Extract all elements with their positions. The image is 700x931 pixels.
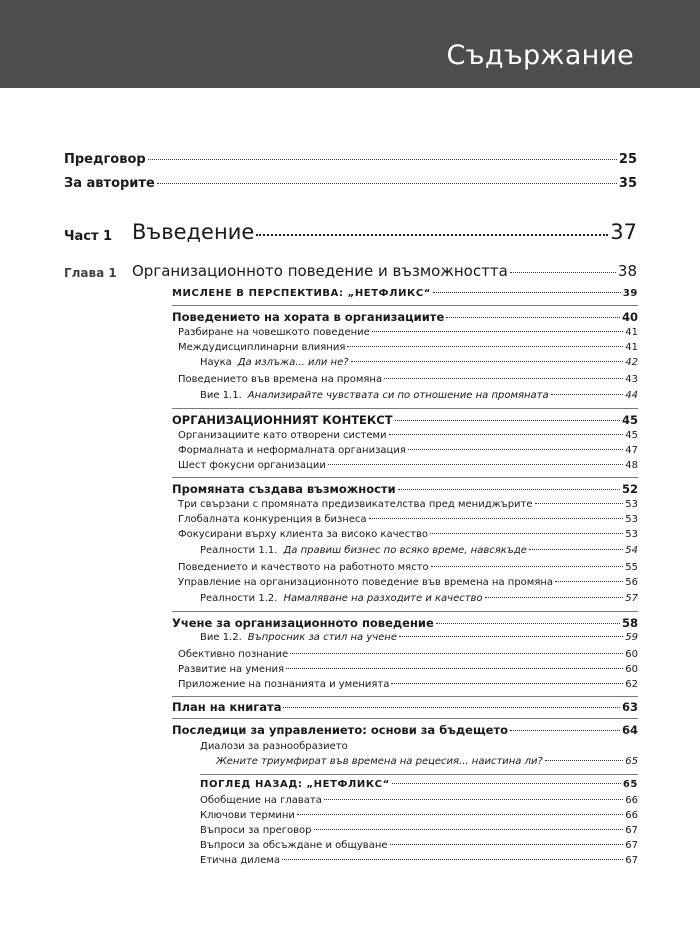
- dot-leader: [282, 859, 623, 860]
- toc-item-title: Фокусирани върху клиента за високо качество: [178, 529, 428, 540]
- toc-item[interactable]: [178, 342, 638, 353]
- toc-page-number: 63: [621, 700, 638, 714]
- feature-label: Наука: [200, 357, 232, 368]
- toc-entry-title: Предговор: [64, 152, 146, 167]
- toc-page-number: 39: [622, 288, 638, 299]
- toc-page-number: 48: [625, 460, 638, 471]
- toc-item[interactable]: [200, 840, 638, 851]
- section-divider: [172, 718, 638, 719]
- toc-page-number: 64: [621, 723, 638, 737]
- toc-page-number: 45: [621, 413, 638, 427]
- toc-page-number: 66: [625, 795, 638, 806]
- dot-leader: [314, 829, 624, 830]
- header-band: [0, 0, 700, 88]
- toc-item-title: Поведението и качеството на работното място: [178, 562, 429, 573]
- toc-item-title: Развитие на умения: [178, 664, 285, 675]
- toc-item-feature[interactable]: [200, 357, 638, 368]
- toc-section-context[interactable]: [172, 413, 638, 427]
- feature-label: Реалности 1.2.: [200, 593, 278, 604]
- toc-section-change[interactable]: [172, 482, 638, 496]
- dot-leader: [391, 683, 623, 684]
- page-title: Съдържание: [446, 40, 634, 71]
- toc-item-title: Междудисциплинарни влияния: [178, 342, 346, 353]
- feature-label: Вие 1.2.: [200, 632, 242, 643]
- toc-page-number: 42: [625, 357, 638, 368]
- toc-page-number: 58: [621, 616, 638, 630]
- dot-leader: [351, 361, 624, 362]
- dot-leader: [485, 597, 624, 598]
- toc-item-title: Поведението във времена на промяна: [178, 374, 383, 385]
- dot-leader: [256, 234, 608, 236]
- toc-page-number: 40: [621, 310, 638, 324]
- toc-item[interactable]: [178, 679, 638, 690]
- feature-title: Да правиш бизнес по всяко време, навсякъде: [283, 545, 527, 556]
- toc-entry-authors[interactable]: [64, 176, 637, 191]
- toc-page-number: 25: [618, 152, 637, 167]
- dot-leader: [384, 378, 623, 379]
- toc-page-number: 53: [625, 529, 638, 540]
- dot-leader: [408, 449, 623, 450]
- dot-leader: [510, 272, 616, 273]
- chapter-label: Глава 1: [64, 266, 117, 280]
- section-divider: [172, 611, 638, 612]
- toc-section-behavior[interactable]: [172, 310, 638, 324]
- toc-item[interactable]: [178, 374, 638, 385]
- dot-leader: [328, 464, 623, 465]
- dot-leader: [398, 489, 620, 490]
- toc-page-number: 67: [625, 825, 638, 836]
- toc-item-title: Въпроси за преговор: [200, 825, 312, 836]
- feature-title: Жените триумфират във времена на рецесия... наистина ли?: [216, 756, 543, 767]
- toc-item[interactable]: [178, 649, 638, 660]
- toc-page-number: 43: [625, 374, 638, 385]
- dot-leader: [290, 653, 623, 654]
- toc-item-title: Глобалната конкуренция в бизнеса: [178, 514, 367, 525]
- dot-leader: [555, 581, 623, 582]
- dot-leader: [433, 292, 621, 293]
- toc-page-number: 54: [625, 545, 638, 556]
- dot-leader: [283, 707, 620, 708]
- toc-section-title: Поведението на хората в организациите: [172, 310, 445, 324]
- toc-item[interactable]: [178, 514, 638, 525]
- dot-leader: [389, 434, 624, 435]
- dot-leader: [431, 566, 624, 567]
- toc-item-feature[interactable]: [216, 756, 638, 767]
- toc-page-number: 37: [610, 220, 637, 244]
- dot-leader: [148, 159, 617, 160]
- toc-item-title: Три свързани с промяната предизвикателства пред мениджърите: [178, 499, 533, 510]
- toc-section-title: План на книгата: [172, 700, 282, 714]
- dot-leader: [369, 518, 624, 519]
- toc-section-title: Последици за управлението: основи за бъдещето: [172, 723, 509, 737]
- toc-item-title: Шест фокусни организации: [178, 460, 326, 471]
- toc-entry-perspective[interactable]: [172, 288, 638, 299]
- toc-item[interactable]: [178, 445, 638, 456]
- chapter-title: Организационното поведение и възможността: [132, 262, 508, 280]
- toc-page-number: 65: [625, 756, 638, 767]
- toc-section-title: ОРГАНИЗАЦИОННИЯТ КОНТЕКСТ: [172, 413, 393, 427]
- toc-item[interactable]: [178, 430, 638, 441]
- toc-item[interactable]: [200, 855, 638, 866]
- toc-page-number: 60: [625, 664, 638, 675]
- toc-item[interactable]: [178, 327, 638, 338]
- toc-page-number: 59: [625, 632, 638, 643]
- toc-item-title: Въпроси за обсъждане и общуване: [200, 840, 388, 851]
- toc-entry-chapter-1[interactable]: [132, 262, 637, 280]
- dot-leader: [545, 760, 623, 761]
- toc-entry-preface[interactable]: [64, 152, 637, 167]
- toc-item-feature[interactable]: [200, 593, 638, 604]
- toc-item[interactable]: [200, 795, 638, 806]
- toc-page-number: 60: [625, 649, 638, 660]
- dot-leader: [157, 183, 617, 184]
- dot-leader: [297, 814, 623, 815]
- toc-section-plan[interactable]: [172, 700, 638, 714]
- part-title: Въведение: [132, 220, 255, 244]
- dot-leader: [390, 844, 624, 845]
- toc-item-title: Формалната и неформалната организация: [178, 445, 406, 456]
- toc-section-title: Промяната създава възможности: [172, 482, 396, 496]
- toc-item-title: Етична дилема: [200, 855, 281, 866]
- dot-leader: [399, 636, 623, 637]
- feature-title: Анализирайте чувствата си по отношение на промяната: [247, 390, 549, 401]
- diversity-label: Диалози за разнообразието: [200, 741, 348, 752]
- toc-item-title: Управление на организационното поведение във времена на промяна: [178, 577, 554, 588]
- toc-entry-lookback[interactable]: [200, 779, 638, 790]
- section-divider: [172, 696, 638, 697]
- toc-section-learning[interactable]: [172, 616, 638, 630]
- feature-label: Вие 1.1.: [200, 390, 242, 401]
- toc-page-number: 35: [618, 176, 637, 191]
- section-divider: [172, 305, 638, 306]
- toc-item-title: Организациите като отворени системи: [178, 430, 387, 441]
- toc-page-number: 41: [625, 327, 638, 338]
- section-divider: [172, 477, 638, 478]
- section-divider: [172, 408, 638, 409]
- toc-item-title: Ключови термини: [200, 810, 295, 821]
- toc-page-number: 55: [625, 562, 638, 573]
- toc-section-implications[interactable]: [172, 723, 638, 737]
- toc-item-title: Приложение на познанията и уменията: [178, 679, 390, 690]
- toc-page-number: 44: [625, 390, 638, 401]
- toc-item[interactable]: [200, 810, 638, 821]
- toc-page-number: 38: [617, 262, 637, 280]
- feature-title: Да излъжа... или не?: [237, 357, 349, 368]
- toc-entry-title: За авторите: [64, 176, 155, 191]
- toc-page-number: 67: [625, 840, 638, 851]
- dot-leader: [324, 799, 623, 800]
- toc-item[interactable]: [178, 460, 638, 471]
- toc-page-number: 52: [621, 482, 638, 496]
- section-divider: [200, 774, 638, 775]
- dot-leader: [372, 331, 623, 332]
- toc-entry-title: ПОГЛЕД НАЗАД: „НЕТФЛИКС“: [200, 779, 390, 790]
- toc-item-feature[interactable]: [200, 390, 638, 401]
- toc-page-number: 45: [625, 430, 638, 441]
- toc-item[interactable]: [178, 499, 638, 510]
- dot-leader: [436, 623, 620, 624]
- feature-label: Реалности 1.1.: [200, 545, 278, 556]
- feature-title: Въпросник за стил на учене: [247, 632, 397, 643]
- feature-title: Намаляване на разходите и качество: [283, 593, 483, 604]
- dot-leader: [286, 668, 623, 669]
- toc-page-number: 62: [625, 679, 638, 690]
- dot-leader: [551, 394, 624, 395]
- toc-entry-part-1[interactable]: [132, 220, 637, 244]
- toc-page-number: 53: [625, 499, 638, 510]
- toc-item-title: Обективно познание: [178, 649, 289, 660]
- dot-leader: [430, 533, 623, 534]
- toc-item-title: Разбиране на човешкото поведение: [178, 327, 370, 338]
- toc-item[interactable]: [178, 577, 638, 588]
- toc-page-number: 56: [625, 577, 638, 588]
- dot-leader: [529, 549, 623, 550]
- dot-leader: [535, 503, 624, 504]
- toc-page-number: 57: [625, 593, 638, 604]
- dot-leader: [510, 730, 620, 731]
- toc-item[interactable]: [178, 529, 638, 540]
- toc-item[interactable]: [178, 664, 638, 675]
- toc-entry-title: МИСЛЕНЕ В ПЕРСПЕКТИВА: „НЕТФЛИКС“: [172, 288, 431, 299]
- toc-item[interactable]: [178, 562, 638, 573]
- dot-leader: [395, 420, 620, 421]
- dot-leader: [446, 317, 620, 318]
- toc-page-number: 65: [622, 779, 638, 790]
- toc-page-number: 47: [625, 445, 638, 456]
- toc-item-title: Обобщение на главата: [200, 795, 322, 806]
- toc-page-number: 41: [625, 342, 638, 353]
- toc-page-number: 67: [625, 855, 638, 866]
- toc-page-number: 66: [625, 810, 638, 821]
- toc-item[interactable]: [200, 825, 638, 836]
- toc-page-number: 53: [625, 514, 638, 525]
- dot-leader: [347, 346, 623, 347]
- dot-leader: [392, 783, 621, 784]
- toc-item-feature[interactable]: [200, 632, 638, 643]
- part-label: Част 1: [64, 229, 113, 244]
- toc-item-feature[interactable]: [200, 545, 638, 556]
- toc-section-title: Учене за организационното поведение: [172, 616, 434, 630]
